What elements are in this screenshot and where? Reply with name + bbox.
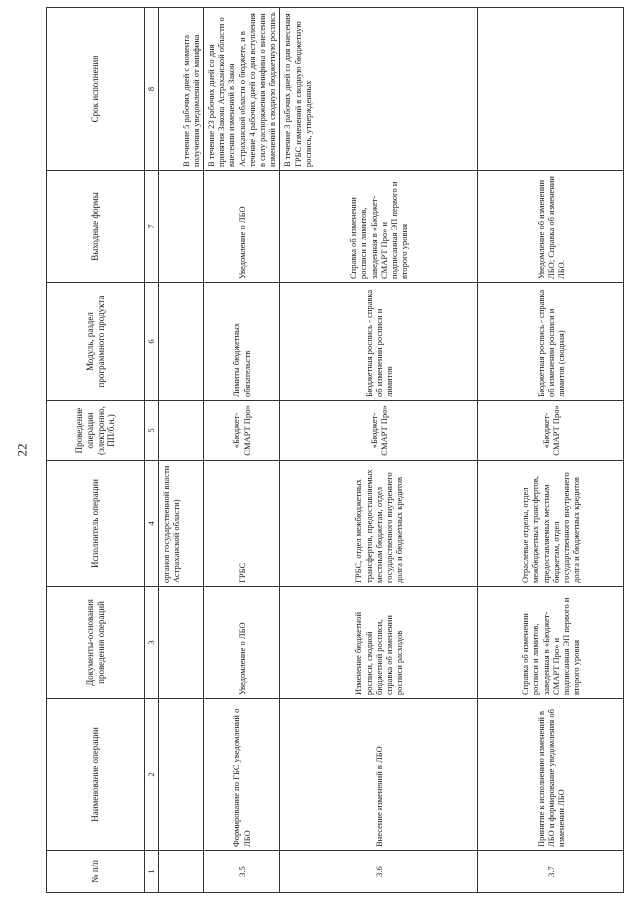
operation-name: Принятие к исполнению изменений в ЛБО и формирование уведомления об изменении ЛБО — [478, 699, 624, 851]
col-number: 2 — [145, 699, 159, 851]
output-forms: Справка об изменении росписи и лимитов, заведенная в «Бюджет-СМАРТ Про» и подписанная ЭП первого и второго уровня — [280, 171, 478, 283]
col-number: 6 — [145, 283, 159, 401]
module: Бюджетная роспись - справка об изменении росписи и лимитов (сводная) — [478, 283, 624, 401]
table-row — [159, 8, 204, 893]
continuation-deadline: В течение 5 рабочих дней с момента получения уведомлений от минфина — [159, 8, 204, 171]
deadline — [478, 8, 624, 171]
row-number: 3.6 — [280, 851, 478, 893]
header-executor: Исполнитель операции — [47, 461, 145, 587]
operations-table — [46, 7, 624, 893]
header-method: Проведение операции (электронно, ПП/б.н.) — [47, 401, 145, 461]
col-number: 1 — [145, 851, 159, 893]
row-number: 3.7 — [478, 851, 624, 893]
executor: ГРБС — [204, 461, 280, 587]
col-number: 7 — [145, 171, 159, 283]
method: «Бюджет-СМАРТ Про» — [478, 401, 624, 461]
table-row — [280, 8, 478, 893]
header-module: Модуль, раздел программного продукта — [47, 283, 145, 401]
output-forms: Уведомление о ЛБО — [204, 171, 280, 283]
column-number-row — [145, 8, 159, 893]
table-header-row — [47, 8, 145, 893]
method: «Бюджет-СМАРТ Про» — [280, 401, 478, 461]
header-operation-name: Наименование операции — [47, 699, 145, 851]
module: Лимиты бюджетных обязательств — [204, 283, 280, 401]
deadline: В течение 3 рабочих дней со дня внесения ГРБС изменений в сводную бюджетную роспись, утвержденных — [280, 8, 478, 171]
row-number: 3.5 — [204, 851, 280, 893]
table-row — [204, 8, 280, 893]
documents: Справка об изменении росписи и лимитов, заведенная в «Бюджет-СМАРТ Про» и подписанная ЭП первого и второго уровня — [478, 587, 624, 699]
col-number: 4 — [145, 461, 159, 587]
documents: Уведомление о ЛБО — [204, 587, 280, 699]
header-deadline: Срок исполнения — [47, 8, 145, 171]
continuation-executor: органов государственной власти Астраханской области) — [159, 461, 204, 587]
rotated-page — [46, 8, 622, 893]
table-row — [478, 8, 624, 893]
documents: Изменение бюджетной росписи, сводной бюджетной росписи, справка об изменении росписи расходов — [280, 587, 478, 699]
header-documents: Документы-основания проведения операций — [47, 587, 145, 699]
module: Бюджетная роспись - справка об изменении росписи и лимитов — [280, 283, 478, 401]
operation-name: Внесение изменений в ЛБО — [280, 699, 478, 851]
executor: ГРБС, отдел межбюджетных трансфертов, предоставляемых местным бюджетам, отдел государственного внутреннего долга и бюджетных кредитов — [280, 461, 478, 587]
header-output-forms: Выходные формы — [47, 171, 145, 283]
executor: Отраслевые отделы, отдел межбюджетных трансфертов, предоставляемых местным бюджетам, отдел государственного внутреннего долга и бюджетных кредитов — [478, 461, 624, 587]
operation-name: Формирование по ГБС уведомлений о ЛБО — [204, 699, 280, 851]
output-forms: Уведомление об изменении ЛБО; Справка об изменении ЛБО. — [478, 171, 624, 283]
col-number: 3 — [145, 587, 159, 699]
header-number: № п/п — [47, 851, 145, 893]
method: «Бюджет-СМАРТ Про» — [204, 401, 280, 461]
deadline: В течение 23 рабочих дней со дня принятия Закона Астраханской области о внесении изменений в Закон Астраханской области о бюджете, и в течение 4 рабочих дней со дня вступления в силу распоряжения минфина о внесении изменений в сводную бюджетную роспись — [204, 8, 280, 171]
page-number: 22 — [14, 443, 29, 457]
col-number: 5 — [145, 401, 159, 461]
col-number: 8 — [145, 8, 159, 171]
